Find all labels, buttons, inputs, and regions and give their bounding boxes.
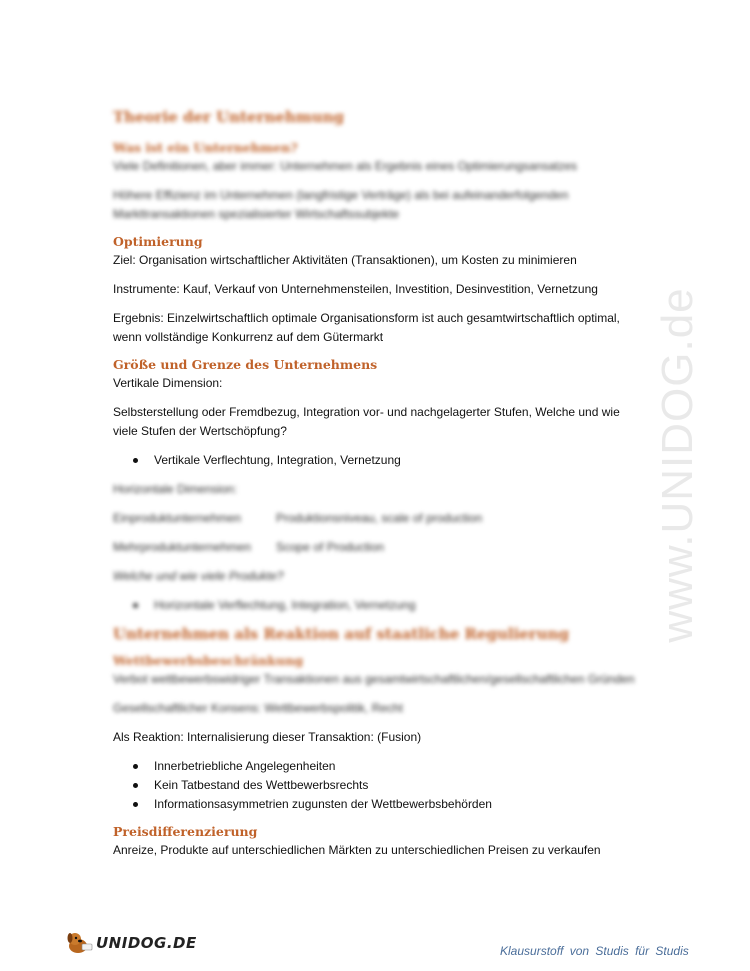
list-item: Vertikale Verflechtung, Integration, Vernetzung <box>113 451 643 470</box>
heading-optimierung: Optimierung <box>113 234 203 249</box>
section-title-regulierung: Unternehmen als Reaktion auf staatliche Regulierung <box>113 625 570 643</box>
paragraph: Anreize, Produkte auf unterschiedlichen Märkten zu unterschiedlichen Preisen zu verkaufen <box>113 843 601 857</box>
footer-tagline: Klausurstoff von Studis für Studis <box>500 944 689 958</box>
list-item: Innerbetriebliche Angelegenheiten <box>113 757 643 776</box>
paragraph: Vertikale Dimension: <box>113 376 223 390</box>
bullet-list <box>113 596 643 615</box>
heading-preisdifferenzierung: Preisdifferenzierung <box>113 824 258 839</box>
dog-icon <box>66 930 94 956</box>
list-item: Horizontale Verflechtung, Integration, Vernetzung <box>113 596 643 615</box>
table-row <box>113 509 643 528</box>
paragraph: Viele Definitionen, aber immer: Unternehmen als Ergebnis eines Optimierungsansatzes <box>113 159 578 173</box>
watermark: www.UNIDOG.de <box>653 287 702 643</box>
heading-wettbewerb: Wettbewerbsbeschränkung <box>113 653 304 668</box>
list-item: Informationsasymmetrien zugunsten der Wettbewerbsbehörden <box>113 795 643 814</box>
paragraph: Ergebnis: Einzelwirtschaftlich optimale Organisationsform ist auch gesamtwirtschaftlich optimal, wenn vollständige Konkurrenz auf dem Gütermarkt <box>113 311 620 344</box>
paragraph: Instrumente: Kauf, Verkauf von Unternehmensteilen, Investition, Desinvestition, Vernetzung <box>113 282 598 296</box>
list-item: Kein Tatbestand des Wettbewerbsrechts <box>113 776 643 795</box>
paragraph: Höhere Effizienz im Unternehmen (langfristige Verträge) als bei aufeinanderfolgenden Markttransaktionen spezialisierter Wirtschaftssubjekte <box>113 188 569 221</box>
paragraph: Welche und wie viele Produkte? <box>113 569 284 583</box>
row-value: Produktionsniveau, scale of production <box>276 511 483 525</box>
row-label: Mehrproduktunternehmen <box>113 540 252 554</box>
paragraph: Als Reaktion: Internalisierung dieser Transaktion: (Fusion) <box>113 730 422 744</box>
heading-groesse: Größe und Grenze des Unternehmens <box>113 357 378 372</box>
paragraph: Verbot wettbewerbswidriger Transaktionen aus gesamtwirtschaftlichen/gesellschaftlichen Gründen <box>113 672 635 686</box>
unidog-logo <box>66 930 197 956</box>
paragraph: Gesellschaftlicher Konsens: Wettbewerbspolitik, Recht <box>113 701 403 715</box>
paragraph: Selbsterstellung oder Fremdbezug, Integration vor- und nachgelagerter Stufen, Welche und wie viele Stufen der Wertschöpfung? <box>113 405 620 438</box>
row-label: Einproduktunternehmen <box>113 511 242 525</box>
heading-was-ist: Was ist ein Unternehmen? <box>113 140 298 155</box>
main-title: Theorie der Unternehmung <box>113 108 345 126</box>
row-value: Scope of Production <box>276 540 385 554</box>
paragraph: Ziel: Organisation wirtschaftlicher Aktivitäten (Transaktionen), um Kosten zu minimieren <box>113 253 577 267</box>
bullet-list <box>113 757 643 814</box>
paragraph: Horizontale Dimension: <box>113 482 238 496</box>
document-body <box>113 108 643 870</box>
bullet-list <box>113 451 643 470</box>
table-row <box>113 538 643 557</box>
logo-text: UNIDOG.DE <box>96 934 197 952</box>
